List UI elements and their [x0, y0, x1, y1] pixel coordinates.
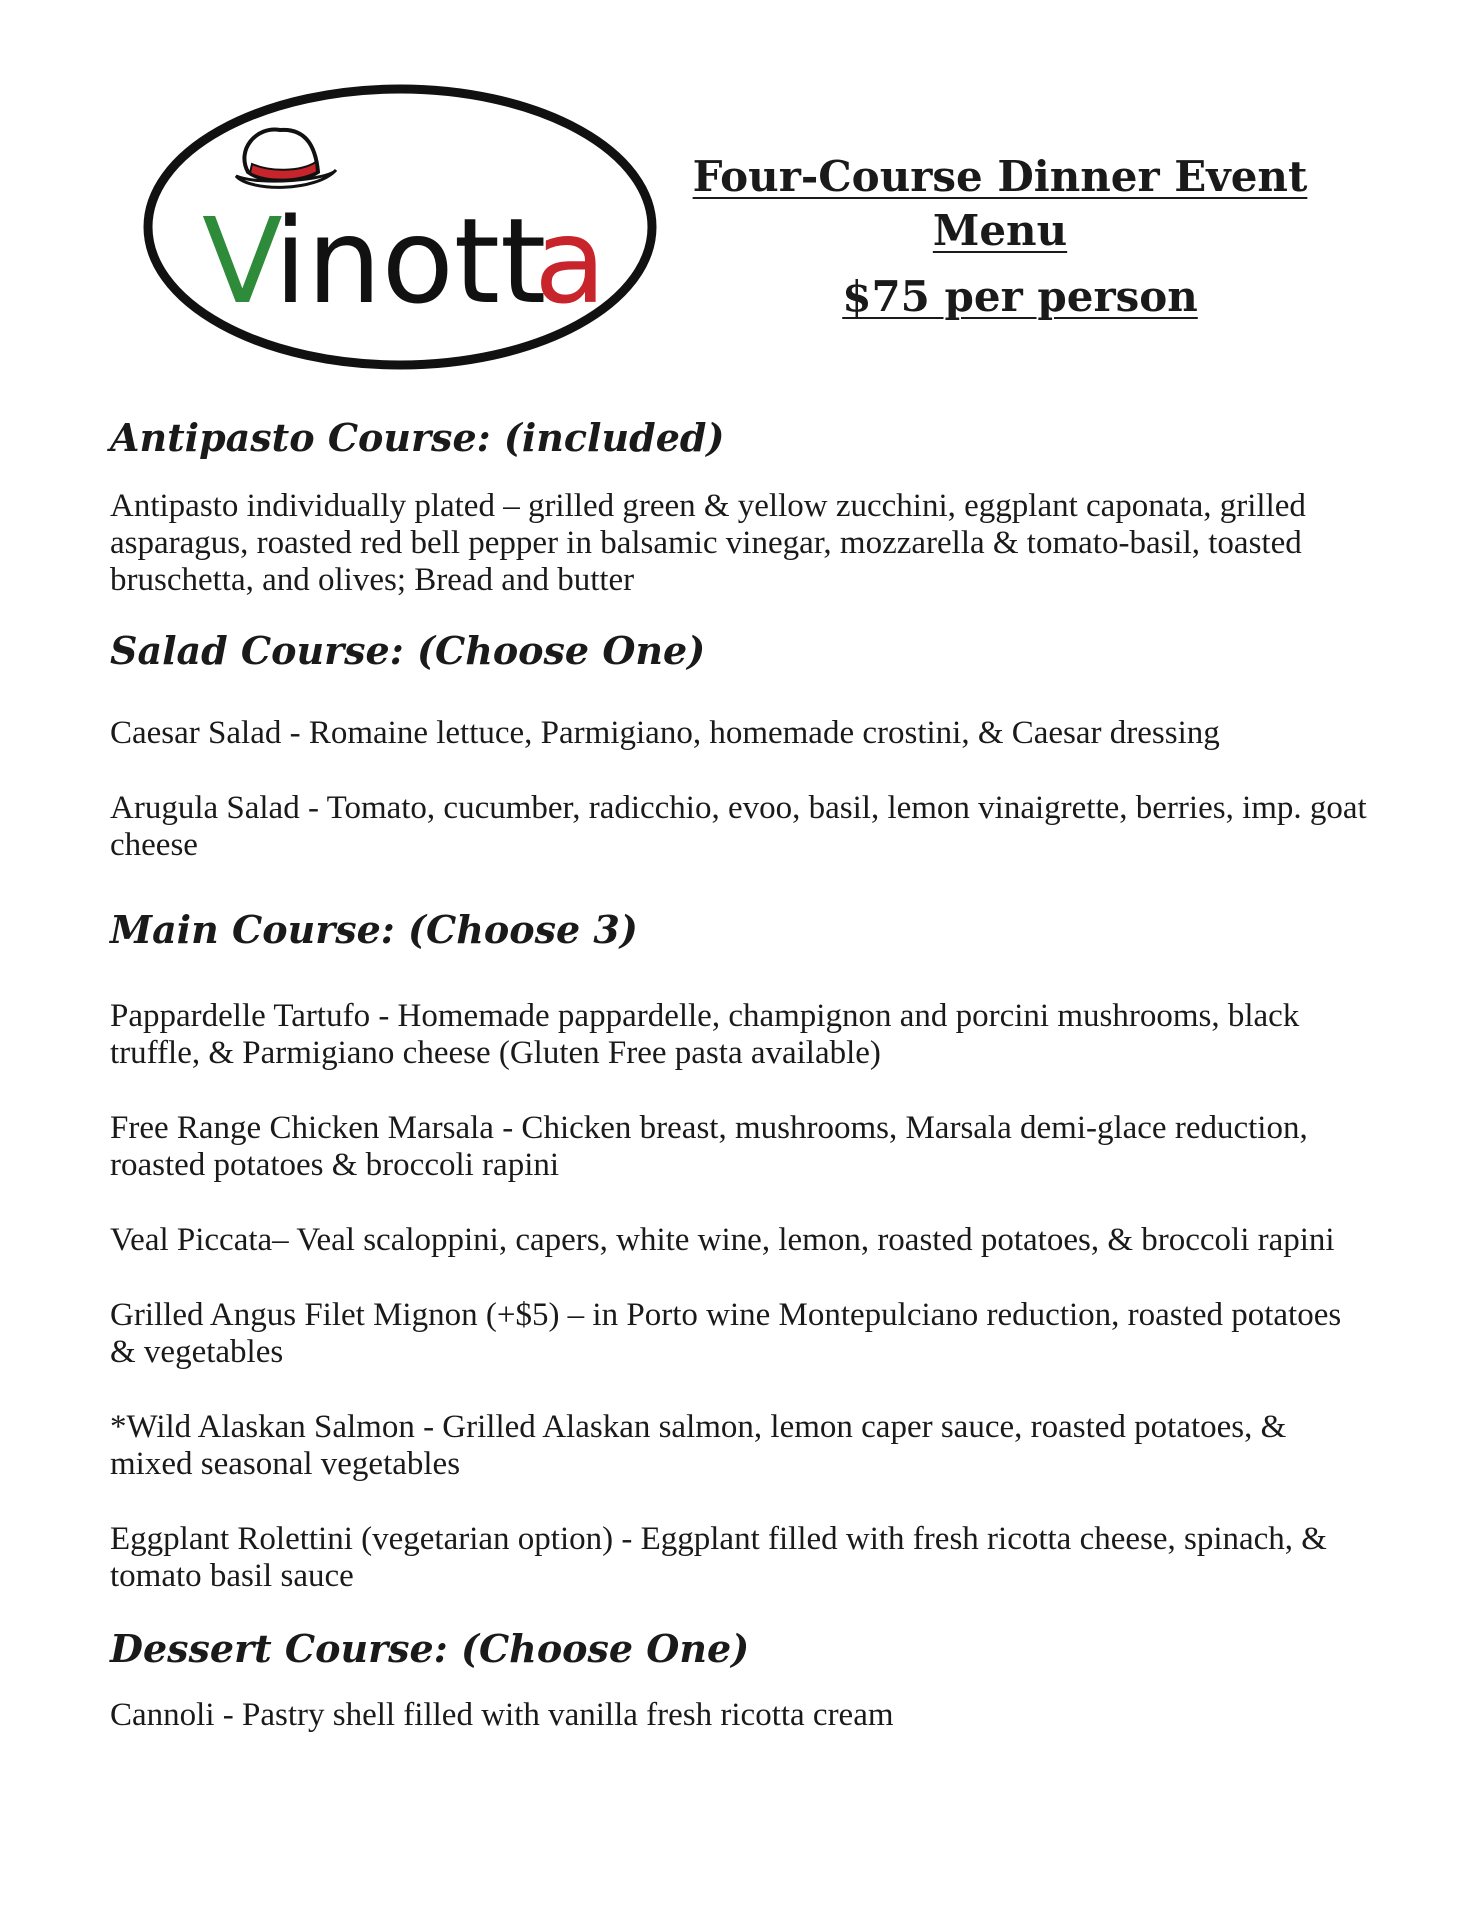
antipasto-item: Antipasto individually plated – grilled green & yellow zucchini, eggplant caponata, grilled asparagus, roasted red bell pepper in balsamic vinegar, mozzarella & tomato-basil, toasted bruschetta, and olives; Bread and butter [110, 488, 1306, 598]
menu-title-line1: Four-Course Dinner Event [692, 152, 1308, 201]
salad-item-caesar: Caesar Salad - Romaine lettuce, Parmigiano, homemade crostini, & Caesar dressing [110, 715, 1220, 751]
salad-section-title: Salad Course: (Choose One) [110, 628, 706, 673]
logo-letters-inott: inott [274, 192, 547, 330]
main-item-eggplant: Eggplant Rolettini (vegetarian option) - Eggplant filled with fresh ricotta cheese, spinach, & tomato basil sauce [110, 1521, 1327, 1594]
main-item-salmon: *Wild Alaskan Salmon - Grilled Alaskan salmon, lemon caper sauce, roasted potatoes, & mixed seasonal vegetables [110, 1409, 1287, 1482]
menu-price: $75 per person [842, 272, 1198, 321]
main-item-pappardelle: Pappardelle Tartufo - Homemade pappardelle, champignon and porcini mushrooms, black truffle, & Parmigiano cheese (Gluten Free pasta available) [110, 998, 1300, 1071]
logo-letter-v: V [202, 192, 283, 330]
menu-title [680, 150, 1320, 258]
salad-item-arugula: Arugula Salad - Tomato, cucumber, radicchio, evoo, basil, lemon vinaigrette, berries, imp. goat cheese [110, 790, 1367, 863]
dessert-item-cannoli: Cannoli - Pastry shell filled with vanilla fresh ricotta cream [110, 1697, 894, 1733]
main-item-filet: Grilled Angus Filet Mignon (+$5) – in Porto wine Montepulciano reduction, roasted potatoes & vegetables [110, 1297, 1342, 1370]
logo-letter-a: a [534, 192, 607, 330]
vinotta-logo [140, 80, 660, 375]
main-item-veal: Veal Piccata– Veal scaloppini, capers, white wine, lemon, roasted potatoes, & broccoli rapini [110, 1222, 1335, 1258]
dessert-section-title: Dessert Course: (Choose One) [110, 1626, 750, 1671]
main-item-chicken: Free Range Chicken Marsala - Chicken breast, mushrooms, Marsala demi-glace reduction, roasted potatoes & broccoli rapini [110, 1110, 1308, 1183]
logo-graphic [140, 80, 660, 375]
hat-icon [236, 130, 336, 188]
menu-content [110, 414, 1370, 1734]
antipasto-section-title: Antipasto Course: (included) [110, 415, 725, 460]
main-section-title: Main Course: (Choose 3) [110, 907, 638, 952]
menu-title-line2: Menu [932, 206, 1068, 255]
